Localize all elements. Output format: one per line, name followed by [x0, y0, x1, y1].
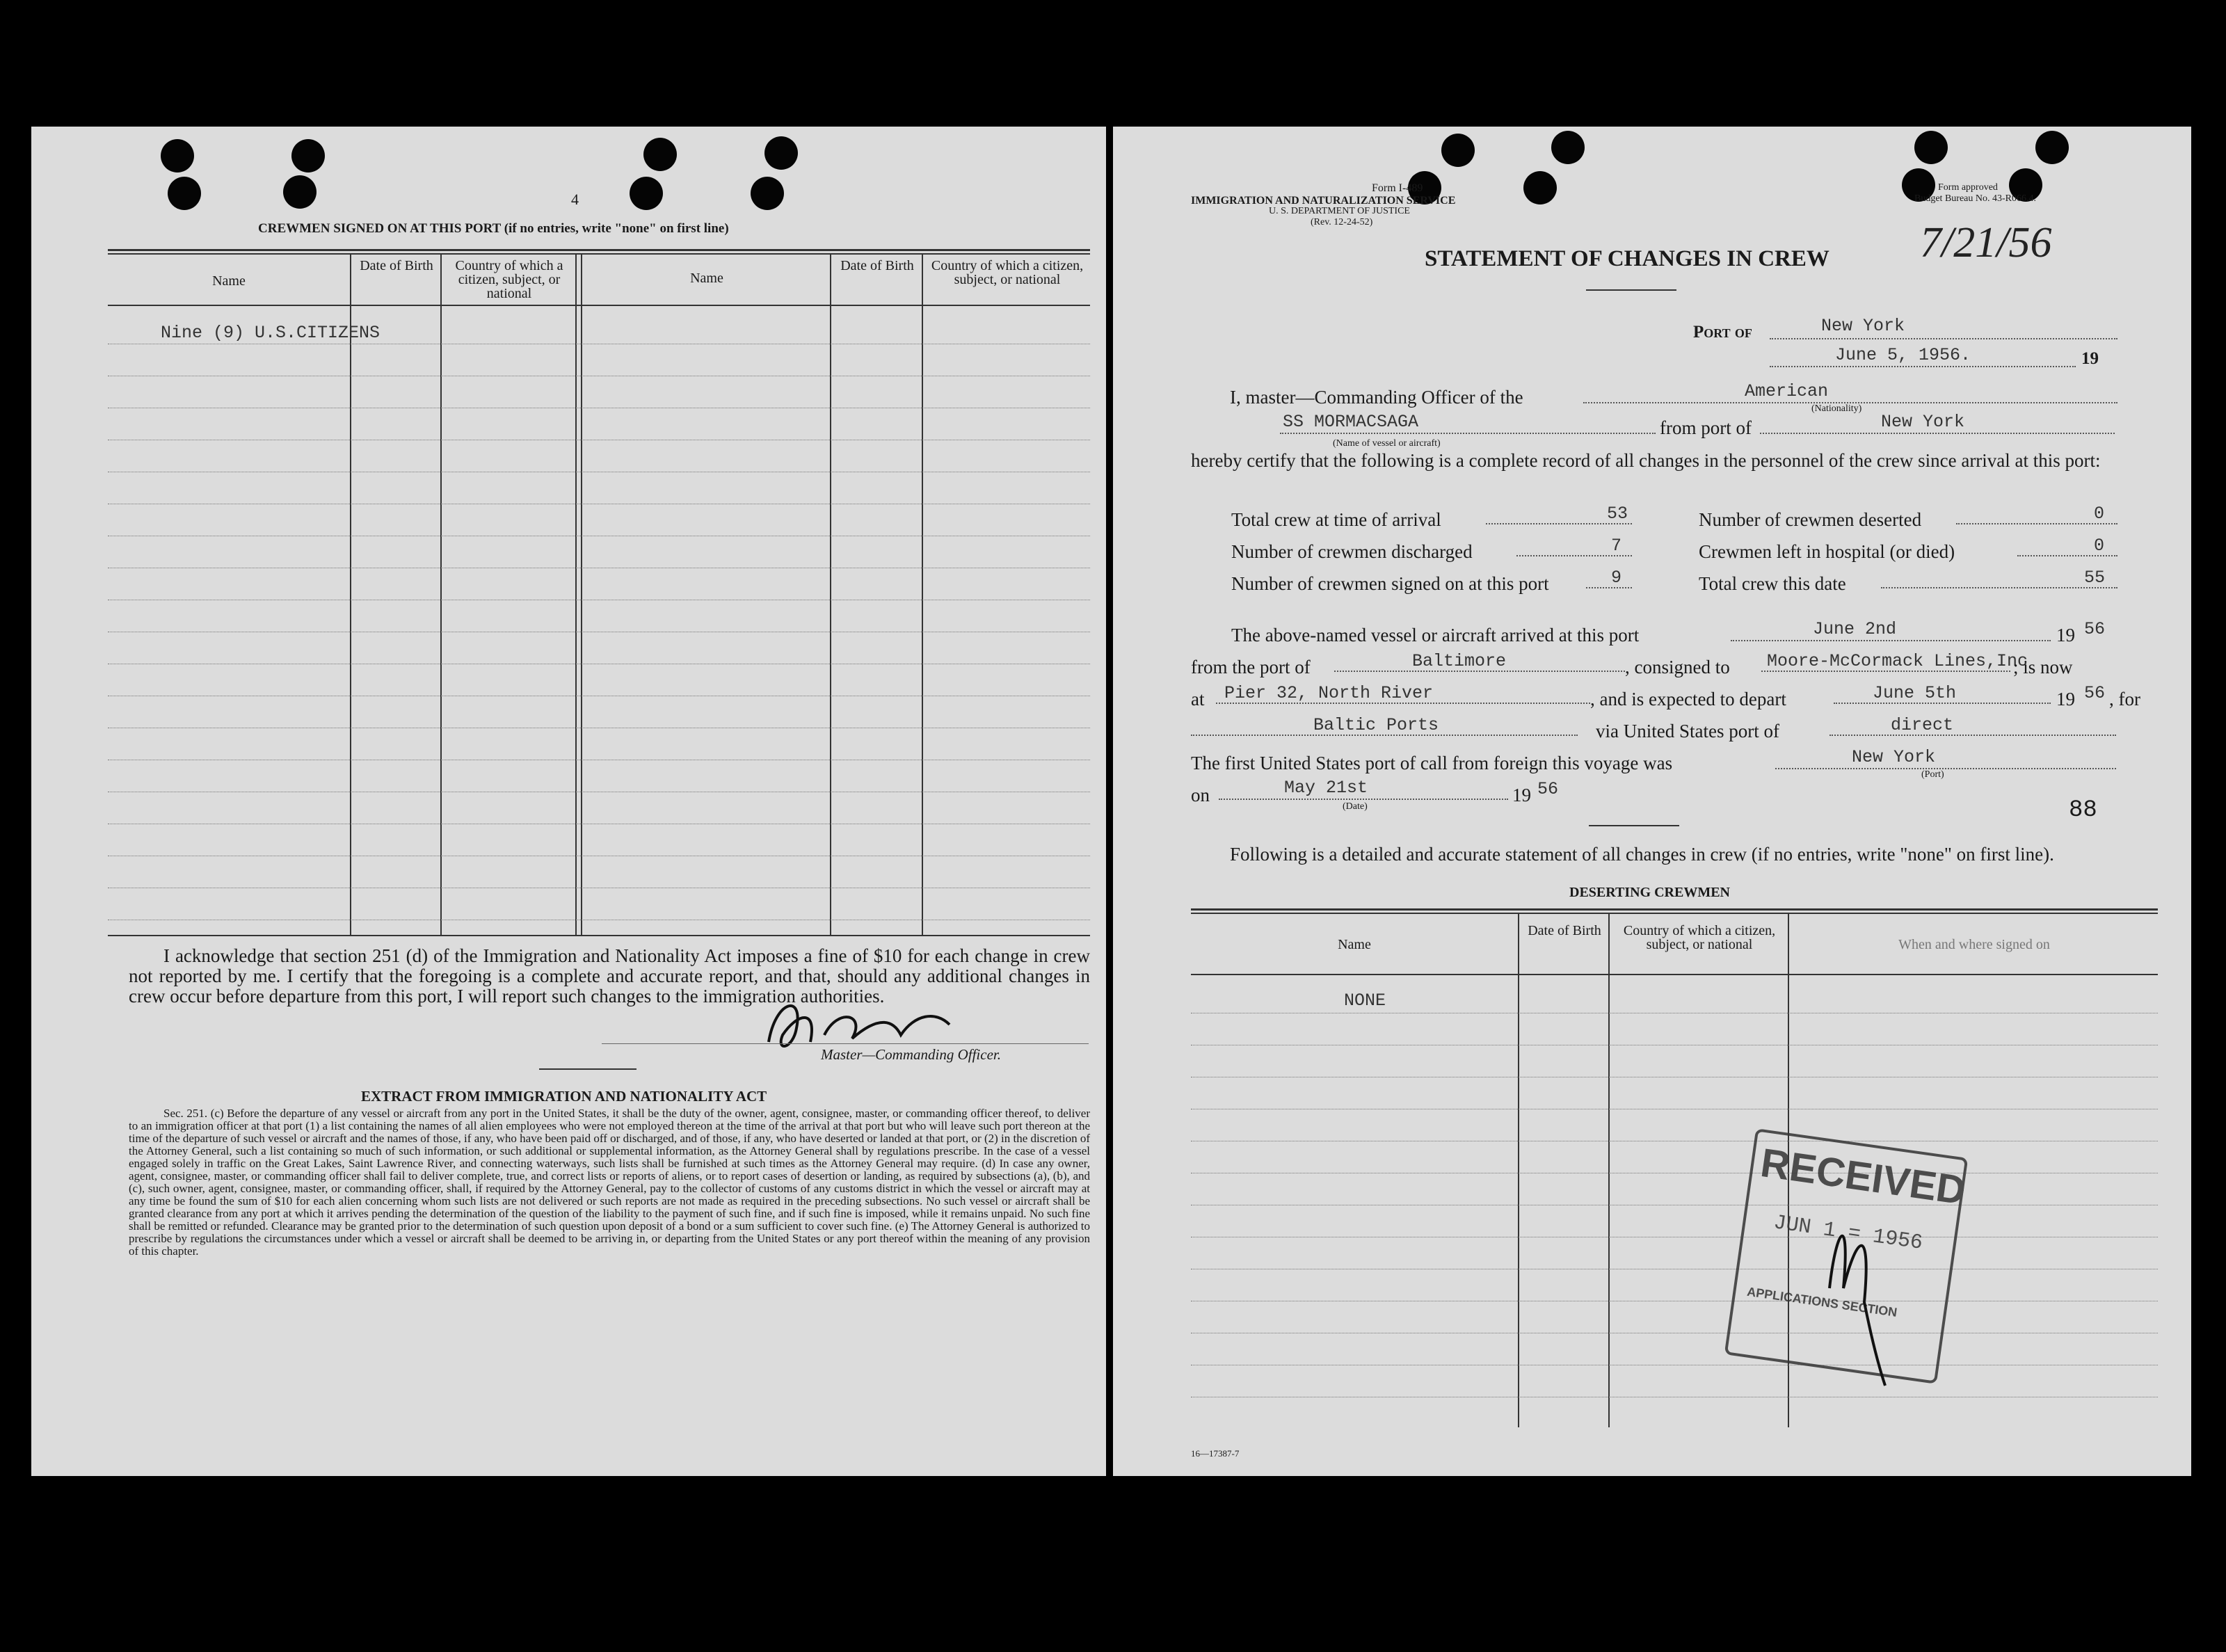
punch-hole	[751, 177, 784, 210]
signature-caption: Master—Commanding Officer.	[821, 1046, 1001, 1063]
desert-table-top-rule	[1191, 913, 2158, 914]
from-port-label: from port of	[1660, 417, 1752, 438]
expected-label: , and is expected to depart	[1590, 689, 1786, 709]
desert-table-header-rule	[1191, 974, 2158, 975]
punch-hole	[168, 177, 201, 210]
stat-leader	[1881, 587, 2117, 588]
extract-text: Sec. 251. (c) Before the departure of any vessel or aircraft from any port in the United States, it shall be the duty of the owner, agent, consignee, master, or commanding officer thereof, to deliver to an immigration officer at that port (1) a list containing the names of all alien employees who were not employed thereon at the time of the arrival at that port but who will leave such port thereon at the time of the departure of such vessel or aircraft and the names of those, if any, who have been paid off or discharged, and of those, if any, who have deserted or landed at that port, or (2) in the discretion of the Attorney General, such a list containing so much of such information, or such additional or supplemental information, as the Attorney General shall by regulations prescribe. In the case of a vessel engaged solely in traffic on the Great Lakes, Saint Lawrence River, and connecting waterways, such lists shall be furnished at such times as the Attorney General may require. (d) In case any owner, agent, consignee, master, or commanding officer shall fail to deliver complete, true, and correct lists or reports of aliens, or to report cases of desertion or landing, as required by subsections (a), (b), and (c), such owner, agent, consignee, master, or commanding officer, shall, if required by the Attorney General, pay to the collector of customs of any customs district in which the vessel or aircraft may at any time be found the sum of $10 for each alien concerning whom such lists are not delivered or such reports are not made as required in the preceding subsections. No such vessel or aircraft shall be granted clearance from any port at which it arrives pending the determination of the question of the liability to the payment of such fine, and if such fine is imposed, while it remains unpaid. No such fine shall be remitted or refunded. Clearance may be granted prior to the determination of such question upon deposit of a bond or a sum sufficient to cover such fine. (e) The Attorney General is authorized to prescribe by regulations the circumstances under which a vessel or aircraft shall be deemed to be arriving in, or departing from the United States or any port thereof within the meaning of any provision of this chapter.	[129, 1107, 1090, 1258]
arrived-label: The above-named vessel or aircraft arrived at this port	[1231, 625, 1640, 645]
side-number: 88	[2069, 797, 2097, 824]
col-header-dob: Date of Birth	[360, 258, 433, 273]
stat-label-discharged: Number of crewmen discharged	[1231, 541, 1473, 562]
stat-label-total-arrival: Total crew at time of arrival	[1231, 509, 1441, 530]
punch-hole	[643, 138, 677, 171]
table-top-rule	[108, 253, 1090, 255]
table-bottom-rule	[108, 935, 1090, 936]
punch-hole	[283, 175, 317, 209]
from-port-line	[1760, 433, 2115, 434]
page-number: 4	[571, 191, 579, 208]
via-line	[1829, 735, 2116, 736]
on-label: on	[1191, 785, 1210, 805]
vessel-line	[1280, 433, 1656, 434]
agency-name: IMMIGRATION AND NATURALIZATION SERVICE	[1191, 195, 1456, 207]
desert-col-signed-on: When and where signed on	[1898, 937, 2050, 952]
stat-value-total-arrival: 53	[1607, 504, 1628, 524]
column-divider	[581, 253, 582, 935]
on-year-prefix: 19	[1512, 785, 1531, 805]
punch-hole	[291, 139, 325, 173]
col-header-dob-2: Date of Birth	[840, 258, 914, 273]
date-value: June 5, 1956.	[1835, 345, 1971, 365]
section-title: CREWMEN SIGNED ON AT THIS PORT (if no entries, write "none" on first line)	[258, 221, 729, 236]
from-port-value: New York	[1881, 412, 1965, 432]
date-year-prefix: 19	[2081, 349, 2099, 368]
depart-year-prefix: 19	[2056, 689, 2075, 709]
table-top-rule	[108, 249, 1090, 251]
section-divider	[1589, 825, 1679, 826]
punch-hole	[2035, 131, 2069, 164]
col-header-name-2: Name	[690, 271, 723, 286]
acknowledgement-text: I acknowledge that section 251 (d) of the Immigration and Nationality Act imposes a fine of $10 for each change in crew not reported by me. I certify that the foregoing is a complete and accurate report, and that, should any additional changes in crew occur before departure from this port, I will report such changes to the immigration authorities.	[129, 945, 1090, 1007]
extract-title: EXTRACT FROM IMMIGRATION AND NATIONALITY ACT	[361, 1088, 767, 1105]
desert-col-dob: Date of Birth	[1528, 923, 1601, 938]
left-page	[31, 127, 1106, 1476]
via-value: direct	[1891, 715, 1954, 735]
col-header-name: Name	[212, 273, 246, 289]
depart-value: June 5th	[1873, 683, 1957, 703]
desert-col-country: Country of which a citizen, subject, or national	[1623, 923, 1776, 952]
stamp-date: JUN 1 = 1956	[1772, 1211, 1924, 1256]
vessel-value: SS MORMACSAGA	[1283, 412, 1419, 432]
punch-hole	[1914, 131, 1948, 164]
date-line	[1770, 366, 2076, 367]
following-text: Following is a detailed and accurate statement of all changes in crew (if no entries, write "none" on first line).	[1230, 844, 2054, 865]
title-underline	[1586, 289, 1676, 291]
divider-short	[539, 1068, 636, 1070]
from-port2-label: from the port of	[1191, 657, 1311, 677]
right-page	[1113, 127, 2191, 1476]
footer-code: 16—17387-7	[1191, 1448, 1240, 1459]
for-label: , for	[2109, 689, 2140, 709]
stamp-section: APPLICATIONS SECTION	[1746, 1284, 1898, 1320]
stat-value-total-date: 55	[2084, 568, 2106, 588]
from-port2-value: Baltimore	[1412, 651, 1507, 671]
column-divider	[922, 253, 923, 935]
col-header-country: Country of which a citizen, subject, or national	[455, 258, 563, 301]
date-caption: (Date)	[1343, 801, 1368, 812]
on-value: May 21st	[1284, 778, 1368, 798]
stat-leader	[1586, 587, 1632, 588]
nationality-value: American	[1745, 381, 1829, 401]
stat-value-hospital: 0	[2094, 536, 2105, 556]
form-title: STATEMENT OF CHANGES IN CREW	[1425, 246, 1829, 271]
stat-label-signed-on: Number of crewmen signed on at this port	[1231, 573, 1549, 594]
stat-label-deserted: Number of crewmen deserted	[1699, 509, 1922, 530]
at-label: at	[1191, 689, 1205, 709]
punch-hole	[1523, 171, 1557, 205]
form-number: Form I-489	[1372, 182, 1423, 194]
on-line	[1219, 799, 1508, 800]
stat-value-signed-on: 9	[1611, 568, 1622, 588]
crew-entry: Nine (9) U.S.CITIZENS	[161, 323, 381, 343]
desert-col-name: Name	[1338, 937, 1371, 952]
port-label: Port of	[1693, 323, 1752, 342]
certify-text: hereby certify that the following is a complete record of all changes in the personnel of the crew since arrival at this port:	[1191, 450, 2101, 471]
at-value: Pier 32, North River	[1224, 683, 1434, 703]
desert-entry: NONE	[1344, 991, 1386, 1011]
master-label: I, master—Commanding Officer of the	[1230, 387, 1523, 408]
stat-label-hospital: Crewmen left in hospital (or died)	[1699, 541, 1955, 562]
signature-line	[602, 1043, 1089, 1044]
arrived-value: June 2nd	[1813, 619, 1897, 639]
handwritten-mark: 7/21/56	[1920, 219, 2052, 266]
table-header-rule	[108, 305, 1090, 306]
consigned-value: Moore-McCormack Lines,Inc	[1767, 651, 2028, 671]
punch-hole	[161, 139, 194, 173]
agency-department: U. S. DEPARTMENT OF JUSTICE	[1269, 206, 1410, 216]
arrived-year: 56	[2084, 619, 2106, 639]
budget-approval: Form approved	[1938, 182, 1998, 193]
stamp-received: RECEIVED	[1758, 1139, 1969, 1214]
column-divider	[350, 253, 351, 935]
column-divider	[575, 253, 577, 935]
column-divider	[1608, 913, 1610, 1427]
budget-number: Budget Bureau No. 43-R066.4.	[1914, 193, 2036, 204]
port-value: New York	[1821, 316, 1905, 336]
destination-value: Baltic Ports	[1313, 715, 1439, 735]
vessel-caption: (Name of vessel or aircraft)	[1333, 438, 1441, 449]
stat-label-total-date: Total crew this date	[1699, 573, 1846, 594]
arrived-year-prefix: 19	[2056, 625, 2075, 645]
depart-year: 56	[2084, 683, 2106, 703]
is-now-label: ; is now	[2013, 657, 2073, 677]
punch-hole	[630, 177, 663, 210]
column-divider	[1518, 913, 1519, 1427]
punch-hole	[1441, 134, 1475, 167]
column-divider	[830, 253, 831, 935]
col-header-country-2: Country of which a citizen, subject, or national	[931, 258, 1084, 287]
stat-value-discharged: 7	[1611, 536, 1622, 556]
port-line	[1770, 338, 2117, 339]
on-year: 56	[1537, 779, 1559, 799]
stat-value-deserted: 0	[2094, 504, 2105, 524]
first-port-line	[1775, 768, 2116, 769]
column-divider	[440, 253, 442, 935]
punch-hole	[764, 136, 798, 170]
consigned-label: , consigned to	[1625, 657, 1730, 677]
first-port-value: New York	[1852, 747, 1936, 767]
form-revision: (Rev. 12-24-52)	[1311, 217, 1373, 227]
arrived-line	[1731, 640, 2051, 641]
first-port-label: The first United States port of call from foreign this voyage was	[1191, 753, 1673, 773]
stamp-initials	[1809, 1184, 1899, 1393]
desert-table-top-rule	[1191, 908, 2158, 911]
port-caption: (Port)	[1921, 769, 1944, 780]
via-label: via United States port of	[1596, 721, 1779, 741]
deserting-title: DESERTING CREWMEN	[1569, 885, 1730, 900]
punch-hole	[1551, 131, 1585, 164]
nationality-caption: (Nationality)	[1811, 403, 1862, 414]
